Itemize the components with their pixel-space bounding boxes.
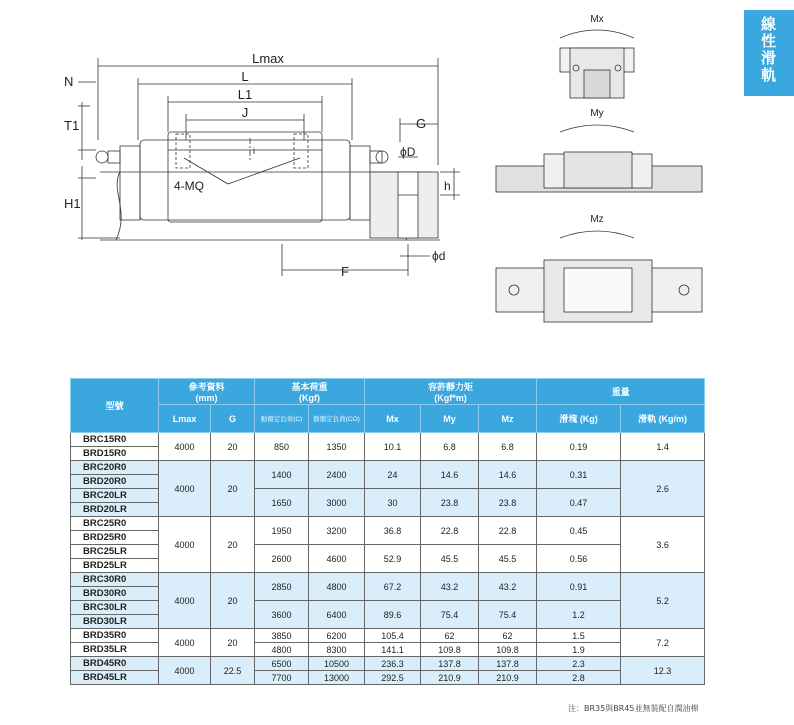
dim-j: J [241,105,249,120]
model-cell: BRD30R0 [71,587,159,601]
my-cell: 43.2 [421,573,479,601]
tab-char: 線 [760,15,777,33]
model-cell: BRC30R0 [71,573,159,587]
tab-char: 軌 [760,66,777,84]
g-cell: 20 [211,517,255,573]
c-cell: 6500 [255,657,309,671]
table-row [71,461,705,475]
co-cell: 2400 [309,461,365,489]
rail-cell: 2.6 [621,461,705,517]
lmax-cell: 4000 [159,657,211,685]
rail-cell: 7.2 [621,629,705,657]
rail-cell: 1.4 [621,433,705,461]
c-cell: 3850 [255,629,309,643]
model-cell: BRD45R0 [71,657,159,671]
c-cell: 850 [255,433,309,461]
dim-f: F [341,264,349,279]
mz-cell: 75.4 [479,601,537,629]
mx-cell: 292.5 [365,671,421,685]
rail-cell: 5.2 [621,573,705,629]
spec-table-body [71,433,705,685]
model-cell: BRC25LR [71,545,159,559]
my-cell: 22.8 [421,517,479,545]
mz-cell: 14.6 [479,461,537,489]
lmax-cell: 4000 [159,461,211,517]
moment-diagrams [490,10,710,330]
dim-lmax: Lmax [252,51,284,66]
lmax-cell: 4000 [159,573,211,629]
co-cell: 3200 [309,517,365,545]
g-cell: 22.5 [211,657,255,685]
spec-table [70,378,705,685]
block-cell: 0.19 [537,433,621,461]
tab-char: 性 [760,32,777,50]
header-co: 靜額定負荷(CO) [309,405,365,433]
mz-cell: 109.8 [479,643,537,657]
header-ref: 參考資料 (mm) [159,379,255,405]
header-moment: 容許靜力矩 (Kgf*m) [365,379,537,405]
mz-cell: 45.5 [479,545,537,573]
mx-cell: 24 [365,461,421,489]
header-c: 動額定負荷(C) [255,405,309,433]
header-model: 型號 [71,379,159,433]
rail-cell: 12.3 [621,657,705,685]
header-my: My [421,405,479,433]
co-cell: 10500 [309,657,365,671]
mx-cell: 236.3 [365,657,421,671]
mx-cell: 36.8 [365,517,421,545]
co-cell: 4800 [309,573,365,601]
header-mx: Mx [365,405,421,433]
table-row [71,433,705,447]
rail-cell: 3.6 [621,517,705,573]
lmax-cell: 4000 [159,433,211,461]
block-cell: 0.56 [537,545,621,573]
g-cell: 20 [211,573,255,629]
c-cell: 3600 [255,601,309,629]
g-cell: 20 [211,629,255,657]
footnote: 注：BR35與BR45並無裝配自潤油棉 [568,704,699,713]
c-cell: 2600 [255,545,309,573]
dim-h: h [444,179,451,193]
moment-my-label: My [590,108,604,119]
moment-mx-label: Mx [590,14,604,25]
header-g: G [211,405,255,433]
dim-g: G [416,116,427,131]
block-cell: 1.5 [537,629,621,643]
c-cell: 4800 [255,643,309,657]
lmax-cell: 4000 [159,517,211,573]
c-cell: 7700 [255,671,309,685]
model-cell: BRC15R0 [71,433,159,447]
mx-cell: 141.1 [365,643,421,657]
co-cell: 4600 [309,545,365,573]
mx-cell: 89.6 [365,601,421,629]
dim-4mq: 4-MQ [174,179,204,193]
model-cell: BRD15R0 [71,447,159,461]
mx-cell: 105.4 [365,629,421,643]
header-mz: Mz [479,405,537,433]
mz-cell: 62 [479,629,537,643]
dim-n: N [64,74,74,89]
model-cell: BRD25LR [71,559,159,573]
header-weight: 重量 [537,379,705,405]
my-cell: 14.6 [421,461,479,489]
block-cell: 2.3 [537,657,621,671]
category-tab [744,10,794,96]
dimension-drawing [60,50,460,290]
c-cell: 1950 [255,517,309,545]
dim-t1: T1 [64,118,80,133]
model-cell: BRD35LR [71,643,159,657]
c-cell: 1400 [255,461,309,489]
model-cell: BRD45LR [71,671,159,685]
my-cell: 23.8 [421,489,479,517]
co-cell: 6200 [309,629,365,643]
header-rail: 滑軌 (Kg/m) [621,405,705,433]
model-cell: BRD30LR [71,615,159,629]
block-cell: 0.91 [537,573,621,601]
co-cell: 3000 [309,489,365,517]
mx-cell: 30 [365,489,421,517]
model-cell: BRD20LR [71,503,159,517]
block-cell: 0.47 [537,489,621,517]
c-cell: 2850 [255,573,309,601]
header-load: 基本荷重 (Kgf) [255,379,365,405]
dim-l1: L1 [237,87,253,102]
table-row [71,657,705,671]
block-cell: 0.31 [537,461,621,489]
my-cell: 137.8 [421,657,479,671]
lmax-cell: 4000 [159,629,211,657]
g-cell: 20 [211,433,255,461]
dim-l: L [241,69,249,84]
model-cell: BRD20R0 [71,475,159,489]
mx-cell: 10.1 [365,433,421,461]
my-cell: 109.8 [421,643,479,657]
model-cell: BRD35R0 [71,629,159,643]
model-cell: BRC30LR [71,601,159,615]
table-row [71,573,705,587]
model-cell: BRC25R0 [71,517,159,531]
model-cell: BRD25R0 [71,531,159,545]
moment-mz-label: Mz [590,214,604,225]
block-cell: 2.8 [537,671,621,685]
mz-cell: 23.8 [479,489,537,517]
my-cell: 75.4 [421,601,479,629]
co-cell: 13000 [309,671,365,685]
model-cell: BRC20R0 [71,461,159,475]
co-cell: 6400 [309,601,365,629]
table-row [71,517,705,531]
mz-cell: 22.8 [479,517,537,545]
g-cell: 20 [211,461,255,517]
mz-cell: 210.9 [479,671,537,685]
model-cell: BRC20LR [71,489,159,503]
c-cell: 1650 [255,489,309,517]
block-cell: 1.9 [537,643,621,657]
header-block: 滑塊 (Kg) [537,405,621,433]
table-row [71,629,705,643]
my-cell: 210.9 [421,671,479,685]
mz-cell: 137.8 [479,657,537,671]
header-lmax: Lmax [159,405,211,433]
co-cell: 1350 [309,433,365,461]
my-cell: 45.5 [421,545,479,573]
dim-i: i [253,146,255,156]
mx-cell: 67.2 [365,573,421,601]
mx-cell: 52.9 [365,545,421,573]
dim-phi-d-small: ϕd [432,249,446,263]
dim-h1: H1 [64,196,81,211]
dim-phi-d-big: ϕD [400,145,416,159]
mz-cell: 6.8 [479,433,537,461]
block-cell: 0.45 [537,517,621,545]
mz-cell: 43.2 [479,573,537,601]
block-cell: 1.2 [537,601,621,629]
my-cell: 62 [421,629,479,643]
my-cell: 6.8 [421,433,479,461]
tab-char: 滑 [760,49,777,67]
co-cell: 8300 [309,643,365,657]
